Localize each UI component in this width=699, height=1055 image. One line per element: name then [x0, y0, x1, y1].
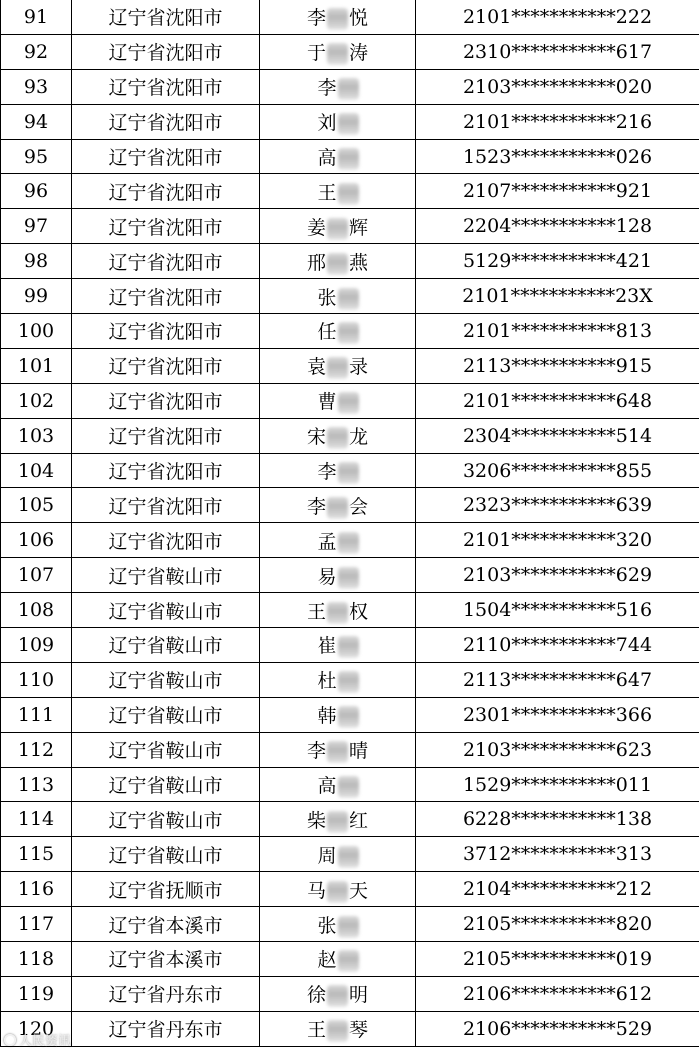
row-number: 93	[1, 69, 72, 104]
table-row	[1, 523, 699, 558]
name-char: 易	[317, 565, 337, 588]
name-char: 龙	[348, 426, 368, 449]
name-char: 权	[348, 600, 368, 623]
name-char: 徐	[306, 984, 326, 1007]
table-row	[1, 174, 699, 209]
id-number-cell: 2101***********648	[416, 383, 699, 418]
name-char: 李	[306, 7, 326, 30]
table-body	[1, 0, 699, 1046]
redacted-name-char	[327, 357, 348, 379]
redacted-name-char	[338, 636, 359, 658]
table-row	[1, 209, 699, 244]
redacted-name-char	[338, 776, 359, 798]
name-cell	[260, 104, 416, 139]
name-char: 李	[317, 461, 337, 484]
name-cell	[260, 314, 416, 349]
name-char: 孟	[317, 530, 337, 553]
row-number: 94	[1, 104, 72, 139]
id-number-cell: 2105***********820	[416, 907, 699, 942]
name-cell	[260, 942, 416, 977]
table-row	[1, 732, 699, 767]
name-char: 王	[317, 181, 337, 204]
redacted-name-char	[327, 985, 348, 1007]
table-row	[1, 872, 699, 907]
table-row	[1, 418, 699, 453]
row-number: 100	[1, 314, 72, 349]
name-cell	[260, 348, 416, 383]
row-number: 111	[1, 697, 72, 732]
city-cell: 辽宁省沈阳市	[72, 314, 260, 349]
table-row	[1, 907, 699, 942]
table-row	[1, 314, 699, 349]
name-cell	[260, 837, 416, 872]
table-row	[1, 976, 699, 1011]
city-cell: 辽宁省鞍山市	[72, 558, 260, 593]
name-cell	[260, 593, 416, 628]
name-cell	[260, 453, 416, 488]
redacted-name-char	[327, 43, 348, 65]
redacted-name-char	[327, 1020, 348, 1042]
row-number: 115	[1, 837, 72, 872]
id-number-cell: 2103***********629	[416, 558, 699, 593]
name-char: 李	[306, 495, 326, 518]
row-number: 102	[1, 383, 72, 418]
name-cell	[260, 732, 416, 767]
row-number: 98	[1, 244, 72, 279]
name-cell	[260, 418, 416, 453]
table-row	[1, 279, 699, 314]
row-number: 109	[1, 628, 72, 663]
name-char: 马	[306, 879, 326, 902]
redacted-name-char	[338, 462, 359, 484]
row-number: 92	[1, 34, 72, 69]
table-row	[1, 383, 699, 418]
city-cell: 辽宁省鞍山市	[72, 697, 260, 732]
table-row	[1, 697, 699, 732]
row-number: 91	[1, 0, 72, 34]
city-cell: 辽宁省鞍山市	[72, 732, 260, 767]
city-cell: 辽宁省沈阳市	[72, 139, 260, 174]
id-number-cell: 2113***********915	[416, 348, 699, 383]
name-char: 晴	[348, 740, 368, 763]
row-number: 105	[1, 488, 72, 523]
id-number-cell: 2310***********617	[416, 34, 699, 69]
redacted-name-char	[338, 113, 359, 135]
name-char: 崔	[317, 635, 337, 658]
table-row	[1, 34, 699, 69]
name-char: 任	[317, 321, 337, 344]
id-number-cell: 2101***********23X	[416, 279, 699, 314]
redacted-name-char	[338, 532, 359, 554]
id-number-cell: 2101***********216	[416, 104, 699, 139]
table-row	[1, 348, 699, 383]
id-number-cell: 2103***********020	[416, 69, 699, 104]
city-cell: 辽宁省鞍山市	[72, 767, 260, 802]
table-row	[1, 662, 699, 697]
row-number: 103	[1, 418, 72, 453]
row-number: 118	[1, 942, 72, 977]
name-char: 曹	[317, 391, 337, 414]
redacted-name-char	[327, 253, 348, 275]
id-number-cell: 2107***********921	[416, 174, 699, 209]
name-char: 琴	[348, 1019, 368, 1042]
city-cell: 辽宁省本溪市	[72, 907, 260, 942]
row-number: 96	[1, 174, 72, 209]
name-char: 辉	[348, 216, 368, 239]
city-cell: 辽宁省沈阳市	[72, 209, 260, 244]
city-cell: 辽宁省沈阳市	[72, 34, 260, 69]
id-number-cell: 2110***********744	[416, 628, 699, 663]
watermark-text: 人民资讯	[19, 1034, 72, 1049]
city-cell: 辽宁省鞍山市	[72, 662, 260, 697]
city-cell: 辽宁省沈阳市	[72, 383, 260, 418]
redacted-name-char	[338, 671, 359, 693]
redacted-name-char	[338, 706, 359, 728]
city-cell: 辽宁省鞍山市	[72, 593, 260, 628]
redacted-name-char	[338, 950, 359, 972]
name-char: 刘	[317, 112, 337, 135]
id-number-cell: 2304***********514	[416, 418, 699, 453]
id-number-cell: 2101***********813	[416, 314, 699, 349]
name-char: 涛	[348, 42, 368, 65]
row-number: 112	[1, 732, 72, 767]
name-char: 高	[317, 147, 337, 169]
redacted-name-char	[338, 916, 359, 938]
name-cell	[260, 34, 416, 69]
city-cell: 辽宁省沈阳市	[72, 279, 260, 314]
redacted-name-char	[327, 602, 348, 624]
id-number-cell: 1504***********516	[416, 593, 699, 628]
name-cell	[260, 628, 416, 663]
id-number-cell: 2103***********623	[416, 732, 699, 767]
name-char: 韩	[317, 705, 337, 728]
id-number-cell: 2204***********128	[416, 209, 699, 244]
name-cell	[260, 976, 416, 1011]
row-number: 104	[1, 453, 72, 488]
name-cell	[260, 488, 416, 523]
id-number-cell: 2101***********222	[416, 0, 699, 34]
table-row	[1, 558, 699, 593]
redacted-name-char	[338, 78, 359, 100]
id-number-cell: 1523***********026	[416, 139, 699, 174]
table-row	[1, 767, 699, 802]
id-number-cell: 2301***********366	[416, 697, 699, 732]
name-cell	[260, 697, 416, 732]
row-number: 119	[1, 976, 72, 1011]
name-char: 张	[317, 914, 337, 937]
name-char: 张	[317, 286, 337, 309]
name-cell	[260, 174, 416, 209]
redacted-name-char	[327, 218, 348, 240]
table-row	[1, 942, 699, 977]
name-cell	[260, 279, 416, 314]
name-cell	[260, 1011, 416, 1046]
redacted-name-char	[327, 427, 348, 449]
name-cell	[260, 244, 416, 279]
id-number-cell: 2104***********212	[416, 872, 699, 907]
table-row	[1, 1011, 699, 1046]
id-number-cell: 2101***********320	[416, 523, 699, 558]
table-row	[1, 69, 699, 104]
city-cell: 辽宁省沈阳市	[72, 453, 260, 488]
name-char: 袁	[306, 356, 326, 379]
name-char: 会	[348, 495, 368, 518]
name-char: 周	[317, 844, 337, 867]
id-number-cell: 3712***********313	[416, 837, 699, 872]
name-char: 姜	[306, 216, 326, 239]
name-char: 明	[348, 984, 368, 1007]
table-row	[1, 802, 699, 837]
row-number: 120	[1, 1011, 72, 1046]
redacted-name-char	[327, 8, 348, 30]
city-cell: 辽宁省丹东市	[72, 976, 260, 1011]
row-number: 113	[1, 767, 72, 802]
row-number: 101	[1, 348, 72, 383]
city-cell: 辽宁省抚顺市	[72, 872, 260, 907]
name-char: 宋	[306, 426, 326, 449]
name-cell	[260, 209, 416, 244]
name-cell	[260, 139, 416, 174]
city-cell: 辽宁省沈阳市	[72, 523, 260, 558]
id-number-cell: 2106***********529	[416, 1011, 699, 1046]
row-number: 107	[1, 558, 72, 593]
city-cell: 辽宁省沈阳市	[72, 244, 260, 279]
name-cell	[260, 383, 416, 418]
name-cell	[260, 907, 416, 942]
table-row	[1, 139, 699, 174]
table-row	[1, 628, 699, 663]
redacted-name-char	[327, 741, 348, 763]
name-cell	[260, 662, 416, 697]
city-cell: 辽宁省沈阳市	[72, 418, 260, 453]
city-cell: 辽宁省鞍山市	[72, 802, 260, 837]
city-cell: 辽宁省沈阳市	[72, 174, 260, 209]
row-number: 116	[1, 872, 72, 907]
name-char: 邢	[306, 251, 326, 274]
city-cell: 辽宁省沈阳市	[72, 69, 260, 104]
table-row	[1, 837, 699, 872]
redacted-name-char	[338, 322, 359, 344]
city-cell: 辽宁省鞍山市	[72, 628, 260, 663]
city-cell: 辽宁省丹东市	[72, 1011, 260, 1046]
name-char: 李	[317, 77, 337, 100]
row-number: 114	[1, 802, 72, 837]
table-row	[1, 453, 699, 488]
city-cell: 辽宁省沈阳市	[72, 488, 260, 523]
table-row	[1, 0, 699, 34]
id-number-cell: 2106***********612	[416, 976, 699, 1011]
city-cell: 辽宁省沈阳市	[72, 0, 260, 34]
name-char: 录	[348, 356, 368, 379]
redacted-name-char	[338, 567, 359, 589]
name-char: 于	[306, 42, 326, 65]
name-char: 高	[317, 775, 337, 798]
name-char: 杜	[317, 670, 337, 693]
name-cell	[260, 872, 416, 907]
city-cell: 辽宁省本溪市	[72, 942, 260, 977]
row-number: 99	[1, 279, 72, 314]
id-number-cell: 1529***********011	[416, 767, 699, 802]
redacted-name-char	[338, 846, 359, 868]
redacted-name-char	[327, 497, 348, 519]
redacted-name-char	[327, 881, 348, 903]
id-number-cell: 2113***********647	[416, 662, 699, 697]
redacted-name-char	[338, 288, 359, 310]
row-number: 106	[1, 523, 72, 558]
name-cell	[260, 558, 416, 593]
id-number-cell: 2323***********639	[416, 488, 699, 523]
table-row	[1, 488, 699, 523]
row-number: 97	[1, 209, 72, 244]
name-char: 天	[348, 879, 368, 902]
name-cell	[260, 802, 416, 837]
row-number: 108	[1, 593, 72, 628]
row-number: 110	[1, 662, 72, 697]
name-char: 王	[306, 1019, 326, 1042]
name-cell	[260, 523, 416, 558]
redacted-name-char	[338, 148, 359, 170]
id-number-cell: 2105***********019	[416, 942, 699, 977]
name-cell	[260, 767, 416, 802]
name-char: 悦	[348, 7, 368, 30]
redacted-name-char	[338, 183, 359, 205]
id-number-cell: 6228***********138	[416, 802, 699, 837]
city-cell: 辽宁省沈阳市	[72, 348, 260, 383]
name-cell	[260, 69, 416, 104]
name-char: 红	[348, 809, 368, 832]
name-char: 李	[306, 740, 326, 763]
name-char: 燕	[348, 251, 368, 274]
name-cell	[260, 0, 416, 34]
name-char: 柴	[306, 809, 326, 832]
redacted-name-char	[338, 392, 359, 414]
redacted-name-char	[327, 811, 348, 833]
name-char: 赵	[317, 949, 337, 972]
table-row	[1, 244, 699, 279]
row-number: 117	[1, 907, 72, 942]
table-row	[1, 104, 699, 139]
row-number: 95	[1, 139, 72, 174]
id-number-cell: 5129***********421	[416, 244, 699, 279]
id-number-cell: 3206***********855	[416, 453, 699, 488]
name-char: 王	[306, 600, 326, 623]
city-cell: 辽宁省鞍山市	[72, 837, 260, 872]
city-cell: 辽宁省沈阳市	[72, 104, 260, 139]
table-row	[1, 593, 699, 628]
